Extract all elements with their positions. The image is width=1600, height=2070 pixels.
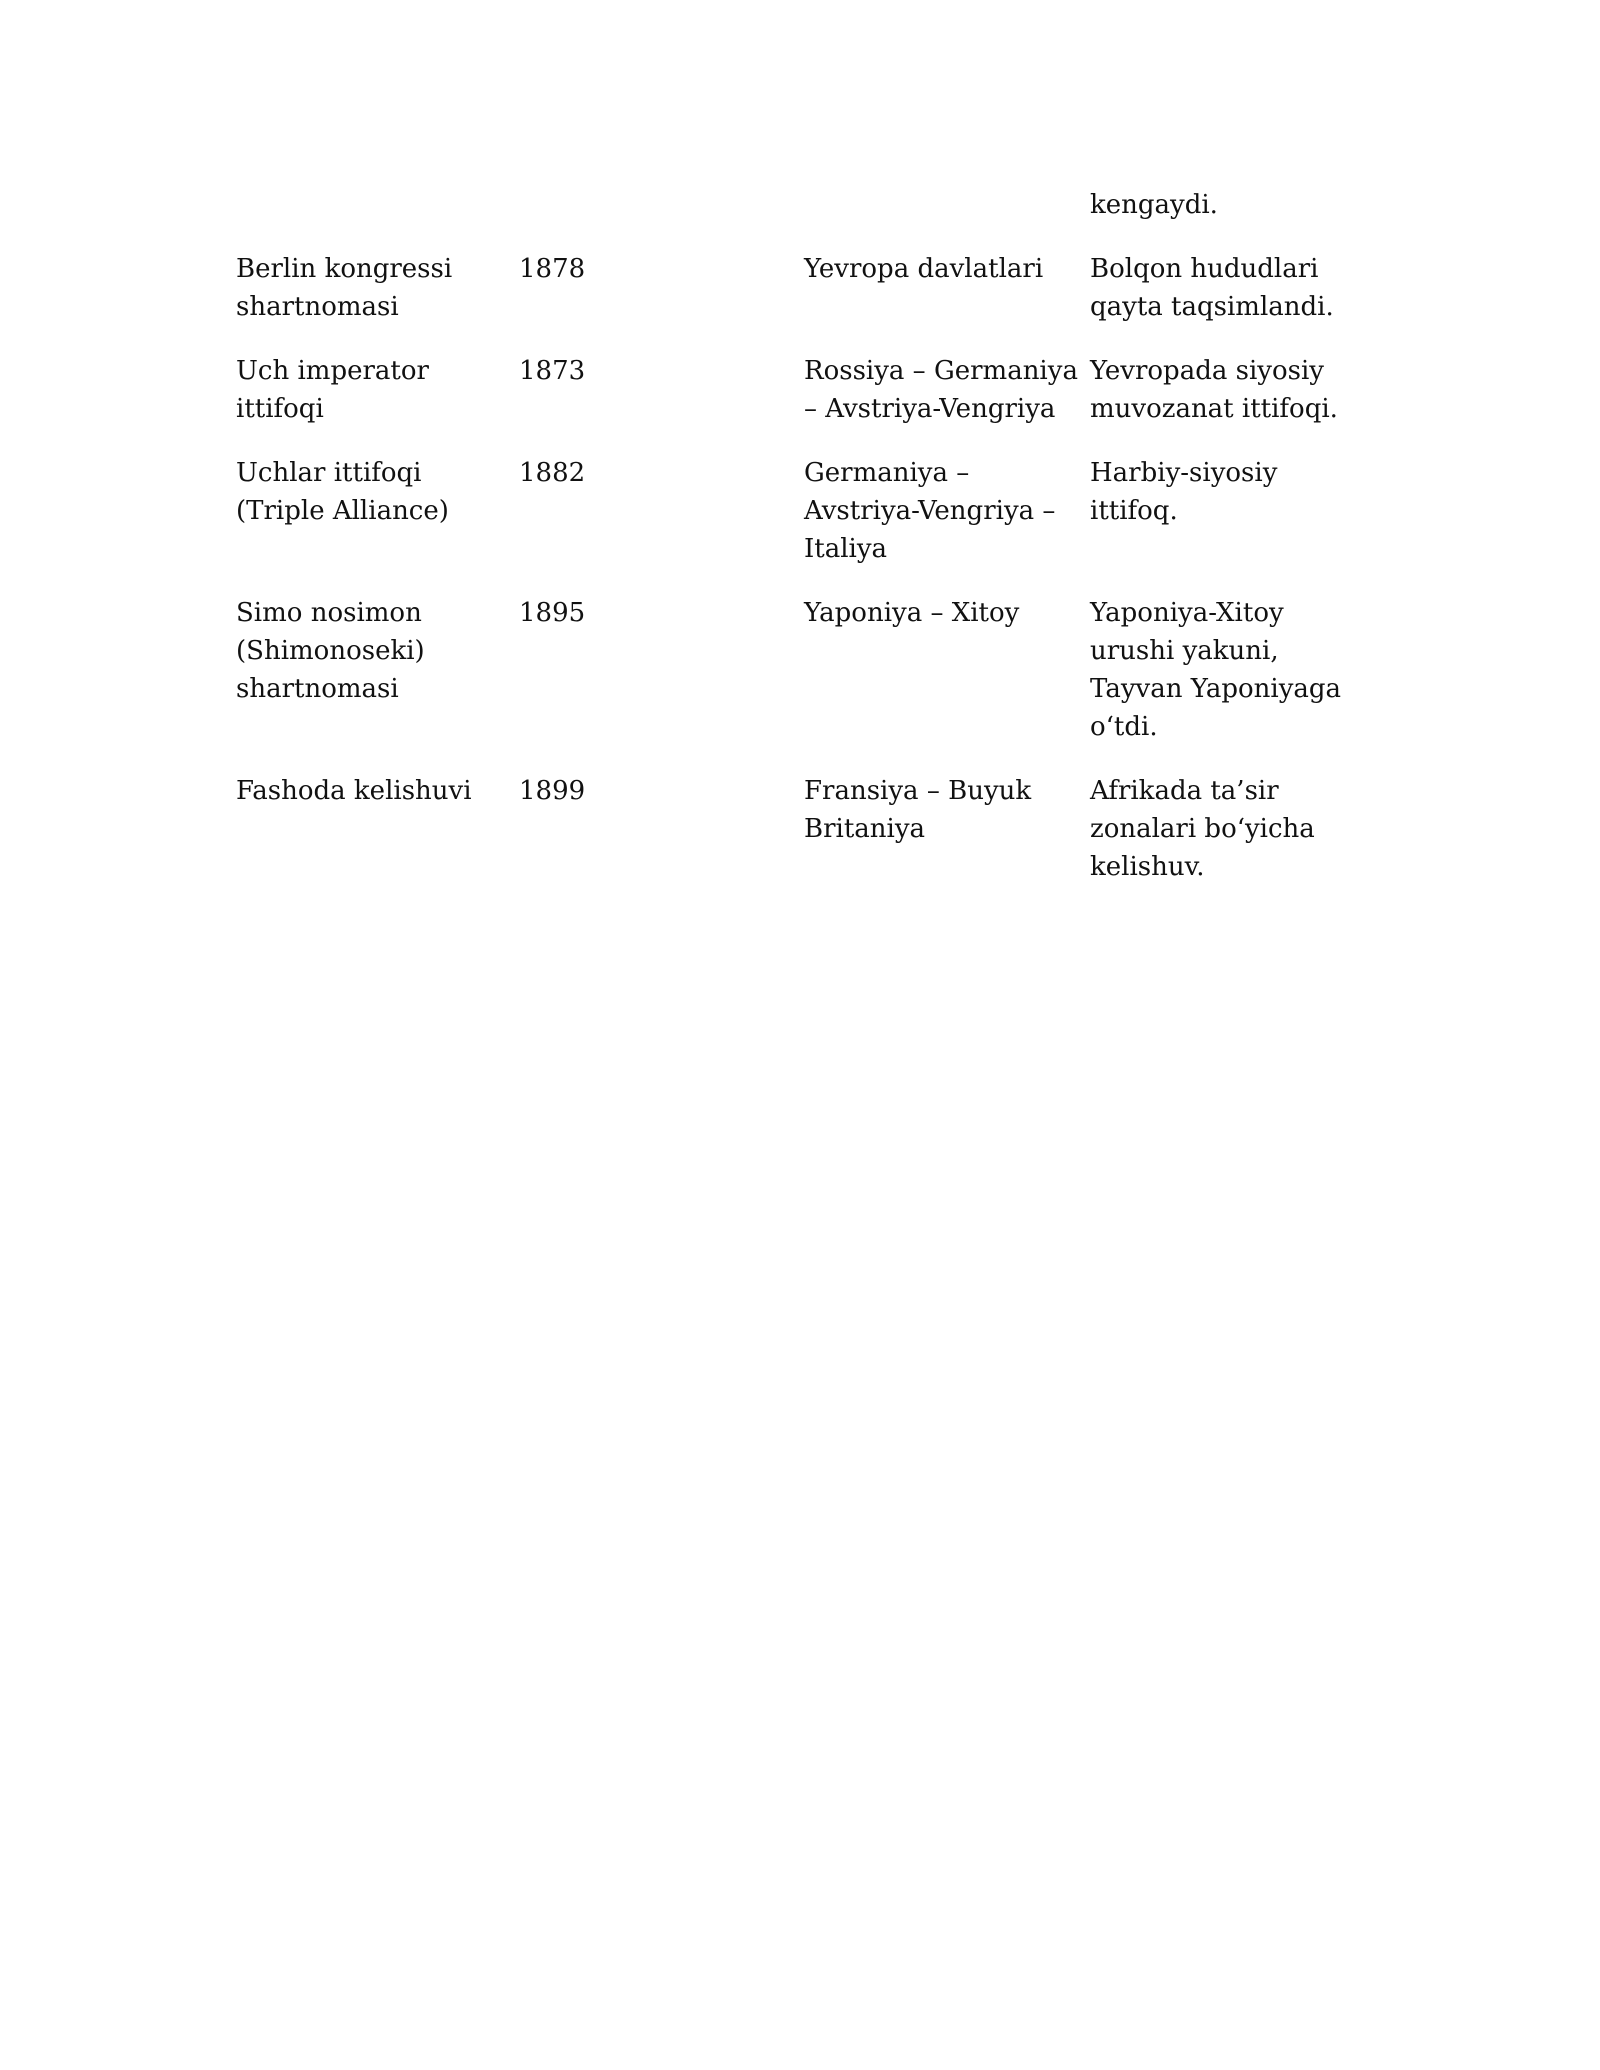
result-line: muvozanat ittifoqi. <box>1090 394 1338 424</box>
treaty-name-cell <box>236 250 506 326</box>
treaty-name-line: shartnomasi <box>236 674 399 704</box>
result-line: o‘tdi. <box>1090 712 1158 742</box>
treaty-name-line: Fashoda kelishuvi <box>236 776 472 806</box>
continued-cell-text <box>1090 186 1218 224</box>
parties-cell <box>804 594 1074 632</box>
parties-line: Yaponiya – Xitoy <box>804 598 1020 628</box>
result-line: ittifoq. <box>1090 496 1178 526</box>
parties-line: Rossiya – Germaniya <box>804 356 1078 386</box>
treaty-name-cell <box>236 454 506 530</box>
result-line: urushi yakuni, <box>1090 636 1279 666</box>
year-cell <box>519 594 759 632</box>
treaty-name-line: Berlin kongressi <box>236 254 453 284</box>
result-line: Afrikada ta’sir <box>1090 776 1279 806</box>
parties-line: Fransiya – Buyuk <box>804 776 1032 806</box>
treaty-name-line: Uchlar ittifoqi <box>236 458 422 488</box>
result-cell <box>1090 454 1360 530</box>
parties-line: Germaniya – <box>804 458 970 488</box>
parties-cell <box>804 352 1078 428</box>
treaty-name-cell <box>236 352 506 428</box>
treaty-name-line: (Triple Alliance) <box>236 496 449 526</box>
result-line: Bolqon hududlari <box>1090 254 1319 284</box>
year-cell <box>519 772 759 810</box>
treaty-name-line: Simo nosimon <box>236 598 422 628</box>
result-line: Yevropada siyosiy <box>1090 356 1324 386</box>
result-line: qayta taqsimlandi. <box>1090 292 1334 322</box>
parties-cell <box>804 454 1074 568</box>
year-text: 1878 <box>519 254 586 284</box>
year-text: 1899 <box>519 776 586 806</box>
parties-line: – Avstriya-Vengriya <box>804 394 1056 424</box>
year-text: 1895 <box>519 598 586 628</box>
parties-line: Britaniya <box>804 814 926 844</box>
treaty-name-line: Uch imperator <box>236 356 429 386</box>
year-text: 1873 <box>519 356 586 386</box>
continued-line: kengaydi. <box>1090 190 1218 220</box>
treaty-name-cell <box>236 772 506 810</box>
result-cell <box>1090 772 1360 886</box>
result-cell <box>1090 250 1360 326</box>
treaty-name-line: ittifoqi <box>236 394 324 424</box>
result-cell <box>1090 594 1360 746</box>
treaty-name-line: shartnomasi <box>236 292 399 322</box>
year-text: 1882 <box>519 458 586 488</box>
result-line: zonalari bo‘yicha <box>1090 814 1315 844</box>
result-cell <box>1090 352 1360 428</box>
parties-line: Yevropa davlatlari <box>804 254 1044 284</box>
result-line: Tayvan Yaponiyaga <box>1090 674 1342 704</box>
parties-cell <box>804 772 1074 848</box>
treaty-name-line: (Shimonoseki) <box>236 636 425 666</box>
parties-cell <box>804 250 1074 288</box>
year-cell <box>519 352 759 390</box>
result-line: Harbiy-siyosiy <box>1090 458 1278 488</box>
result-line: Yaponiya-Xitoy <box>1090 598 1284 628</box>
parties-line: Avstriya-Vengriya – <box>804 496 1056 526</box>
treaty-name-cell <box>236 594 506 708</box>
year-cell <box>519 250 759 288</box>
year-cell <box>519 454 759 492</box>
parties-line: Italiya <box>804 534 888 564</box>
result-line: kelishuv. <box>1090 852 1205 882</box>
